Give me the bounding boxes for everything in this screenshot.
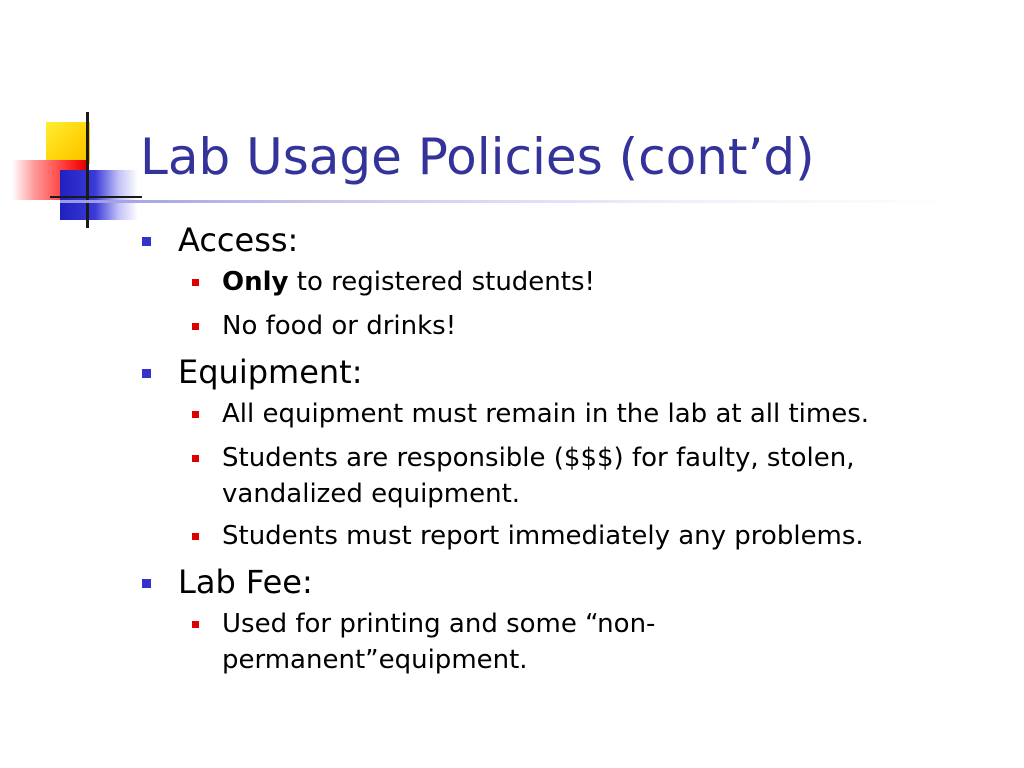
bullet-heading: Access: (178, 221, 299, 259)
blue-square-bullet-icon (142, 579, 151, 588)
red-square-bullet-icon (192, 323, 199, 330)
bullet-heading: Equipment: (178, 353, 363, 391)
title-underline (60, 200, 960, 203)
blue-square-bullet-icon (142, 369, 151, 378)
sub-bullet-used-for (140, 606, 1000, 678)
bullet-text: to registered students! (288, 267, 595, 297)
bullet-lab-fee (140, 562, 1000, 602)
yellow-square-shape (46, 122, 90, 164)
sub-bullet-remain (140, 396, 1000, 432)
sub-bullet-registered (140, 264, 1000, 300)
red-square-bullet-icon (192, 533, 199, 540)
horizontal-line-shape (50, 196, 142, 198)
corner-decoration (0, 0, 160, 240)
bullet-text: Students are responsible ($$$) for faulty, stolen, vandalized equipment. (222, 443, 855, 509)
sub-bullet-responsible (140, 440, 1000, 512)
bullet-text: Students must report immediately any problems. (222, 521, 864, 551)
bullet-access (140, 220, 1000, 260)
emphasis-text: Only (222, 267, 289, 297)
bullet-heading: Lab Fee: (178, 563, 313, 601)
sub-bullet-food (140, 308, 1000, 344)
bullet-equipment (140, 352, 1000, 392)
red-square-bullet-icon (192, 279, 199, 286)
bullet-text: Used for printing and some “non-permanent”equipment. (222, 609, 656, 675)
slide-title: Lab Usage Policies (cont’d) (140, 128, 815, 186)
vertical-line-shape (86, 112, 89, 228)
sub-bullet-report (140, 518, 1000, 554)
slide-body (140, 220, 1000, 684)
blue-square-bullet-icon (142, 237, 151, 246)
bullet-text: All equipment must remain in the lab at all times. (222, 399, 870, 429)
red-square-bullet-icon (192, 411, 199, 418)
bullet-text: No food or drinks! (222, 311, 457, 341)
blue-square-shape (60, 170, 138, 220)
red-square-bullet-icon (192, 455, 199, 462)
red-square-bullet-icon (192, 621, 199, 628)
